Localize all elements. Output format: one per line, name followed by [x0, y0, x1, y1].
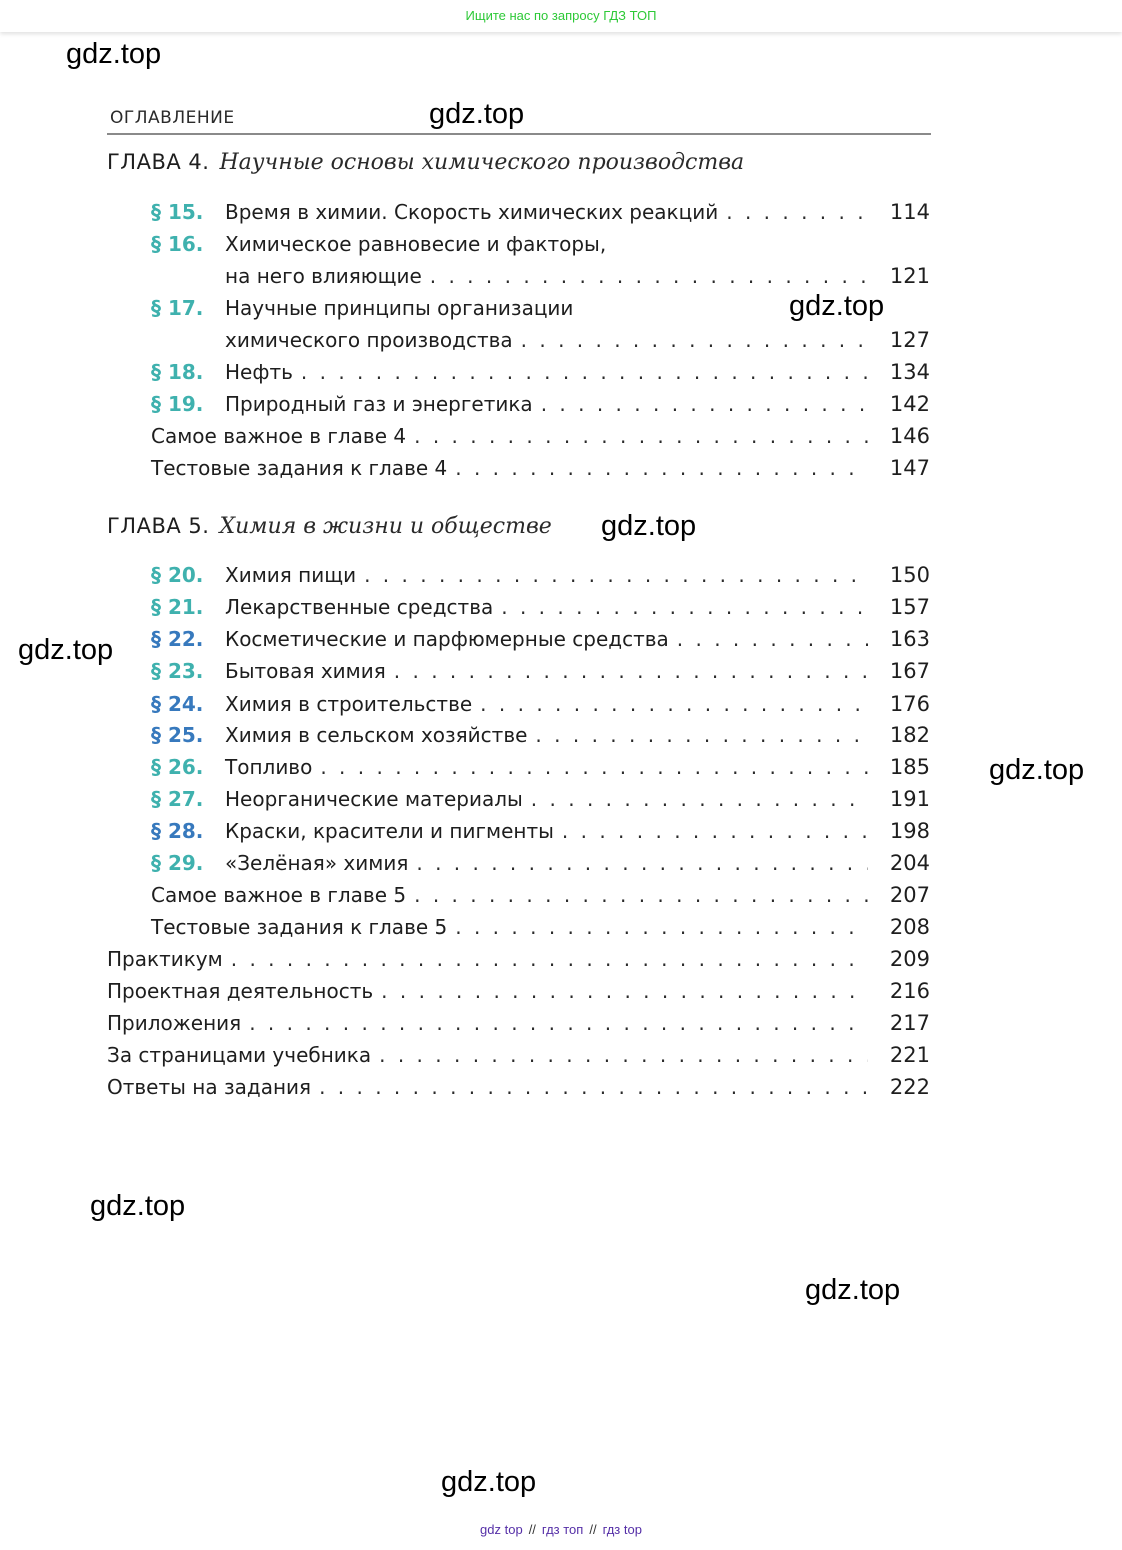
- chapter-title: Химия в жизни и обществе: [219, 514, 552, 539]
- toc-entry-tests-4[interactable]: [151, 453, 930, 483]
- chapter-number: ГЛАВА 4.: [107, 150, 210, 174]
- leader-dots: [231, 944, 868, 974]
- chapter-title: Научные основы химического производства: [219, 150, 745, 175]
- toc-entry-s28[interactable]: [151, 816, 930, 846]
- section-title: Научные принципы организации: [225, 296, 574, 320]
- section-number: § 28.: [151, 819, 204, 843]
- section-title: Топливо: [225, 755, 313, 779]
- page-number: 182: [889, 723, 930, 747]
- toc-entry-s19[interactable]: [151, 389, 930, 419]
- section-number: § 29.: [151, 851, 204, 875]
- leader-dots: [455, 912, 868, 942]
- section-title: Практикум: [107, 947, 223, 971]
- footer-links: [0, 1522, 1122, 1537]
- page-number: 209: [889, 947, 930, 971]
- page-number: 222: [889, 1075, 930, 1099]
- leader-dots: [320, 752, 868, 782]
- section-title: Ответы на задания: [107, 1075, 312, 1099]
- section-title: Приложения: [107, 1011, 242, 1035]
- page-number: 176: [889, 692, 930, 716]
- section-title: на него влияющие: [225, 264, 422, 288]
- section-title: Химическое равновесие и факторы,: [225, 232, 607, 256]
- top-banner: Ищите нас по запросу ГДЗ ТОП: [0, 0, 1122, 32]
- section-title: химического производства: [225, 328, 513, 352]
- section-number: § 15.: [151, 200, 204, 224]
- toc-entry-s18[interactable]: [151, 357, 930, 387]
- page-number: 121: [889, 264, 930, 288]
- toc-entry-s22[interactable]: [151, 624, 930, 654]
- leader-dots: [414, 421, 868, 451]
- footer-link[interactable]: гдз топ: [541, 1522, 584, 1537]
- page-number: 198: [889, 819, 930, 843]
- footer-separator: //: [528, 1522, 536, 1537]
- toc-entry-appendix[interactable]: [107, 1008, 930, 1038]
- leader-dots: [521, 325, 868, 355]
- page-number: 142: [889, 392, 930, 416]
- toc-entry-s24[interactable]: [151, 689, 930, 719]
- section-title: Тестовые задания к главе 5: [151, 915, 448, 939]
- watermark: gdz.top: [90, 1190, 186, 1222]
- section-title: Бытовая химия: [225, 659, 386, 683]
- section-number: § 20.: [151, 563, 204, 587]
- leader-dots: [379, 1040, 868, 1070]
- watermark: gdz.top: [789, 290, 885, 322]
- leader-dots: [726, 197, 868, 227]
- toc-entry-s21[interactable]: [151, 592, 930, 622]
- section-title: Краски, красители и пигменты: [225, 819, 554, 843]
- section-title: Тестовые задания к главе 4: [151, 456, 448, 480]
- page-number: 157: [889, 595, 930, 619]
- toc-entry-s17-line1[interactable]: [151, 293, 573, 323]
- toc-entry-s26[interactable]: [151, 752, 930, 782]
- toc-entry-s20[interactable]: [151, 560, 930, 590]
- page-number: 217: [889, 1011, 930, 1035]
- toc-entry-answers[interactable]: [107, 1072, 930, 1102]
- page-number: 208: [889, 915, 930, 939]
- leader-dots: [562, 816, 868, 846]
- page-number: 163: [889, 627, 930, 651]
- section-title: Время в химии. Скорость химических реакций: [225, 200, 719, 224]
- section-title: Химия в сельском хозяйстве: [225, 723, 528, 747]
- page-number: 134: [889, 360, 930, 384]
- page-number: 185: [889, 755, 930, 779]
- section-title: Природный газ и энергетика: [225, 392, 533, 416]
- section-number: § 21.: [151, 595, 204, 619]
- footer-link[interactable]: gdz top: [480, 1522, 523, 1537]
- toc-entry-s29[interactable]: [151, 848, 930, 878]
- leader-dots: [430, 261, 868, 291]
- section-title: Самое важное в главе 5: [151, 883, 407, 907]
- leader-dots: [531, 784, 868, 814]
- section-title: «Зелёная» химия: [225, 851, 409, 875]
- section-number: § 17.: [151, 296, 204, 320]
- header-divider: [107, 133, 931, 135]
- page-number: 221: [889, 1043, 930, 1067]
- footer-separator: //: [589, 1522, 597, 1537]
- toc-entry-summary-5[interactable]: [151, 880, 930, 910]
- leader-dots: [677, 624, 868, 654]
- toc-entry-s16-line1[interactable]: [151, 229, 606, 259]
- leader-dots: [319, 1072, 868, 1102]
- leader-dots: [541, 389, 868, 419]
- page-number: 150: [889, 563, 930, 587]
- section-number: § 18.: [151, 360, 204, 384]
- section-number: § 19.: [151, 392, 204, 416]
- section-number: § 16.: [151, 232, 204, 256]
- section-title: Химия пищи: [225, 563, 357, 587]
- toc-entry-s15[interactable]: [151, 197, 930, 227]
- section-title: Химия в строительстве: [225, 692, 473, 716]
- leader-dots: [249, 1008, 868, 1038]
- toc-entry-s25[interactable]: [151, 720, 930, 750]
- watermark: gdz.top: [989, 754, 1085, 786]
- page-number: 191: [889, 787, 930, 811]
- watermark: gdz.top: [601, 510, 697, 542]
- section-title: Нефть: [225, 360, 293, 384]
- section-title: За страницами учебника: [107, 1043, 372, 1067]
- section-title: Самое важное в главе 4: [151, 424, 407, 448]
- watermark: gdz.top: [18, 634, 114, 666]
- page-number: 147: [889, 456, 930, 480]
- toc-heading: ОГЛАВЛЕНИЕ: [110, 108, 235, 128]
- leader-dots: [501, 592, 868, 622]
- section-number: § 26.: [151, 755, 204, 779]
- page-number: 216: [889, 979, 930, 1003]
- section-number: § 25.: [151, 723, 204, 747]
- watermark: gdz.top: [66, 38, 162, 70]
- section-title: Неорганические материалы: [225, 787, 523, 811]
- leader-dots: [381, 976, 868, 1006]
- leader-dots: [414, 880, 868, 910]
- section-number: § 24.: [151, 692, 204, 716]
- section-number: § 27.: [151, 787, 204, 811]
- toc-entry-s23[interactable]: [151, 656, 930, 686]
- leader-dots: [416, 848, 868, 878]
- page-number: 207: [889, 883, 930, 907]
- chapter-number: ГЛАВА 5.: [107, 514, 210, 538]
- toc-entry-practicum[interactable]: [107, 944, 930, 974]
- section-number: § 23.: [151, 659, 204, 683]
- page-number: 146: [889, 424, 930, 448]
- section-title: Косметические и парфюмерные средства: [225, 627, 669, 651]
- watermark: gdz.top: [441, 1466, 537, 1498]
- leader-dots: [364, 560, 868, 590]
- watermark: gdz.top: [429, 98, 525, 130]
- page-number: 204: [889, 851, 930, 875]
- page-number: 114: [889, 200, 930, 224]
- leader-dots: [455, 453, 868, 483]
- leader-dots: [394, 656, 868, 686]
- leader-dots: [301, 357, 868, 387]
- toc-entry-beyond[interactable]: [107, 1040, 930, 1070]
- page-number: 167: [889, 659, 930, 683]
- toc-entry-project[interactable]: [107, 976, 930, 1006]
- page-number: 127: [889, 328, 930, 352]
- chapter-4-heading: [107, 150, 744, 175]
- toc-entry-tests-5[interactable]: [151, 912, 930, 942]
- section-number: § 22.: [151, 627, 204, 651]
- toc-entry-s27[interactable]: [151, 784, 930, 814]
- leader-dots: [535, 720, 868, 750]
- watermark: gdz.top: [805, 1274, 901, 1306]
- leader-dots: [480, 689, 868, 719]
- toc-entry-summary-4[interactable]: [151, 421, 930, 451]
- section-title: Лекарственные средства: [225, 595, 494, 619]
- section-title: Проектная деятельность: [107, 979, 374, 1003]
- footer-link[interactable]: гдз top: [602, 1522, 642, 1537]
- toc-entry-s17[interactable]: [225, 325, 930, 355]
- chapter-5-heading: [107, 514, 552, 539]
- toc-entry-s16[interactable]: [225, 261, 930, 291]
